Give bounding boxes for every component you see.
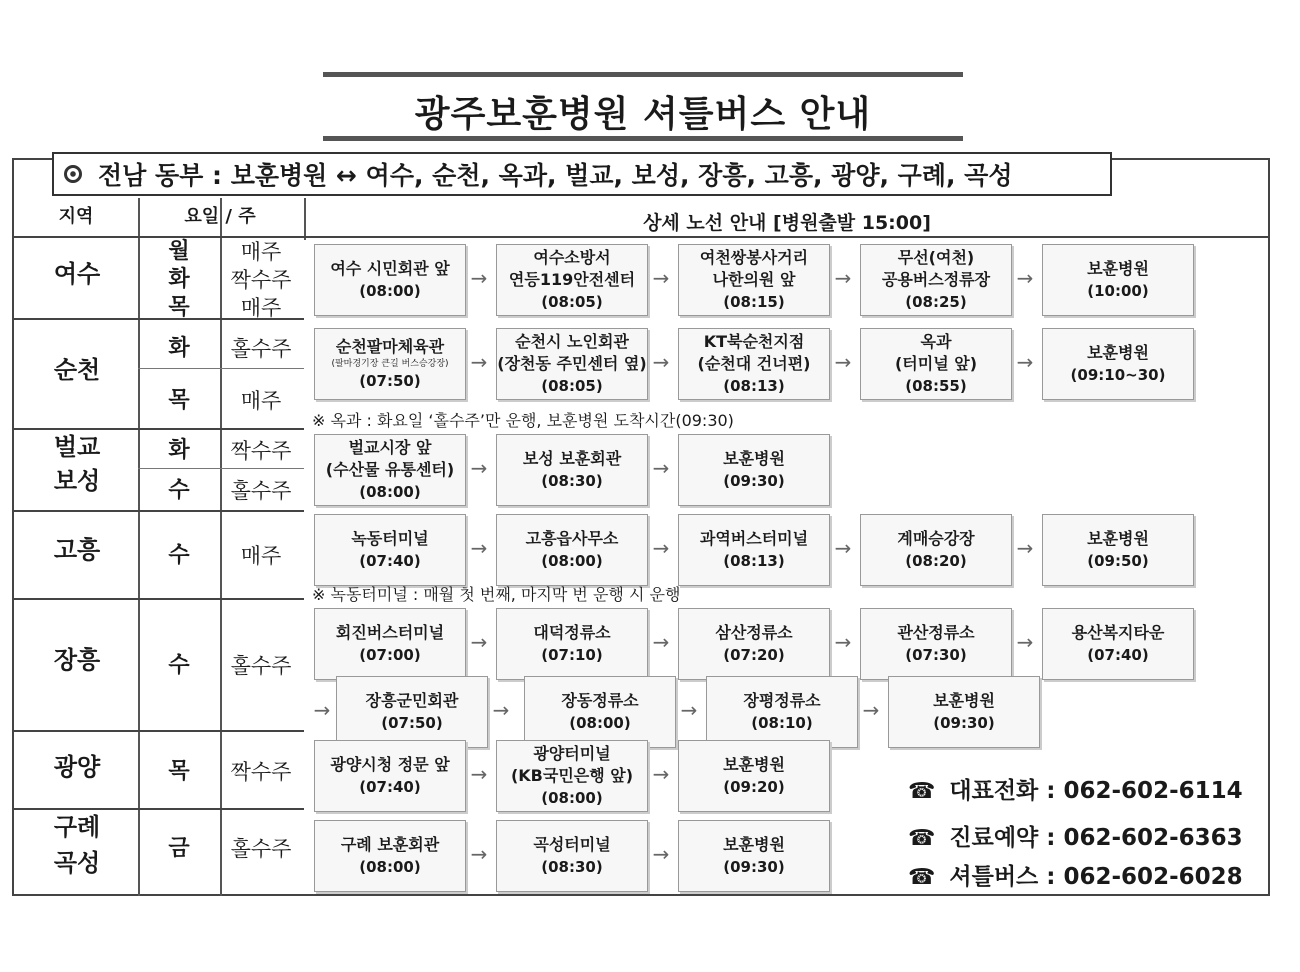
route-arrow-icon: →	[862, 698, 880, 722]
route-arrow-icon: →	[1016, 350, 1034, 374]
route-arrow-icon: →	[652, 266, 670, 290]
route-stop	[678, 740, 830, 812]
stop-name: 순천시 노인회관	[515, 332, 629, 351]
stop-time: (07:30)	[905, 646, 967, 664]
day-cell: 수	[168, 543, 190, 568]
stop-name-line2: (수산물 유통센터)	[325, 460, 455, 479]
stop-time: (08:20)	[905, 552, 967, 570]
stop-name: 고흥읍사무소	[525, 529, 619, 548]
stop-time: (07:40)	[1087, 646, 1149, 664]
row-rule	[14, 510, 304, 512]
route-arrow-icon: →	[313, 698, 331, 722]
row-rule	[14, 730, 304, 732]
route-arrow-icon: →	[652, 630, 670, 654]
stop-name: 녹동터미널	[351, 529, 429, 548]
route-stop	[678, 514, 830, 586]
region-beolgyo: 벌교	[53, 433, 101, 461]
day-cell: 화	[168, 336, 190, 361]
stop-name: 장평정류소	[743, 691, 821, 710]
stop-name: 벌교시장 앞	[348, 438, 432, 457]
stop-name-line2: (순천대 건너편)	[697, 354, 811, 373]
stop-name: 여수 시민회관 앞	[330, 259, 450, 278]
stop-time: (08:00)	[359, 483, 421, 501]
note-okgwa: ※ 옥과 : 화요일 ‘홀수주’만 운행, 보훈병원 도착시간(09:30)	[312, 411, 734, 430]
day-cell: 수	[168, 653, 190, 678]
route-arrow-icon: →	[470, 456, 488, 480]
route-stop	[678, 608, 830, 680]
stop-name: 보훈병원	[723, 755, 785, 774]
week-cell: 홀수주	[230, 654, 292, 678]
stop-name: 보훈병원	[723, 449, 785, 468]
stop-time: (08:55)	[905, 377, 967, 395]
route-arrow-icon: →	[834, 630, 852, 654]
route-arrow-icon: →	[1016, 266, 1034, 290]
header-day-week: 요일 / 주	[184, 206, 256, 227]
stop-time: (08:00)	[569, 714, 631, 732]
route-stop	[314, 820, 466, 892]
stop-name: 대덕정류소	[533, 623, 611, 642]
route-stop	[496, 608, 648, 680]
stop-time: (07:20)	[723, 646, 785, 664]
stop-name-line2: 공용버스정류장	[881, 270, 991, 289]
stop-name: 광양시청 정문 앞	[330, 755, 450, 774]
week-cell: 짝수주	[230, 268, 292, 292]
stop-name: 관산정류소	[897, 623, 975, 642]
stop-name: KT북순천지점	[703, 332, 805, 351]
header-detail: 상세 노선 안내 [병원출발 15:00]	[643, 212, 931, 234]
stop-time: (09:30)	[933, 714, 995, 732]
stop-subnote: (팔마경기장 큰길 버스승강장)	[331, 359, 449, 369]
day-cell: 월	[168, 239, 190, 264]
route-arrow-icon: →	[834, 536, 852, 560]
stop-name-line2: 연등119안전센터	[508, 270, 636, 289]
route-stop	[314, 328, 466, 400]
route-stop	[496, 434, 648, 506]
title-block	[323, 72, 963, 142]
week-cell: 매주	[240, 296, 282, 320]
stop-time: (07:00)	[359, 646, 421, 664]
stop-time: (08:13)	[723, 377, 785, 395]
title-top-rule	[323, 72, 963, 77]
stop-time: (07:40)	[359, 778, 421, 796]
contact-number: 062-602-6363	[1063, 825, 1243, 851]
stop-name: 보훈병원	[723, 835, 785, 854]
region-jangheung: 장흥	[53, 646, 101, 674]
route-stop	[860, 608, 1012, 680]
route-stop	[496, 514, 648, 586]
week-cell: 짝수주	[230, 760, 292, 784]
route-arrow-icon: →	[652, 842, 670, 866]
route-stop	[888, 676, 1040, 748]
route-arrow-icon: →	[492, 698, 510, 722]
contact-reservation: ☎ 진료예약 : 062-602-6363	[908, 825, 1243, 851]
route-stop	[314, 740, 466, 812]
route-stop	[860, 514, 1012, 586]
banner-text: 전남 동부 : 보훈병원 ↔ 여수, 순천, 옥과, 벌교, 보성, 장흥, 고흥, 광양, 구례, 곡성	[98, 161, 1013, 190]
route-stop	[706, 676, 858, 748]
stop-name: 보훈병원	[1087, 529, 1149, 548]
stop-name: 순천팔마체육관	[335, 337, 445, 356]
route-stop	[496, 328, 648, 400]
header-region: 지역	[58, 206, 94, 227]
route-banner	[52, 152, 1112, 196]
route-stop	[496, 740, 648, 812]
contact-label: 진료예약	[949, 825, 1039, 851]
route-stop	[860, 328, 1012, 400]
route-stop	[314, 244, 466, 316]
route-arrow-icon: →	[652, 456, 670, 480]
stop-name: 여수소방서	[533, 248, 611, 267]
stop-name: 구례 보훈회관	[340, 835, 440, 854]
route-arrow-icon: →	[680, 698, 698, 722]
route-arrow-icon: →	[1016, 536, 1034, 560]
stop-name-line2: (터미널 앞)	[894, 354, 978, 373]
stop-name: 계매승강장	[897, 529, 975, 548]
stop-time: (08:05)	[541, 293, 603, 311]
stop-name: 곡성터미널	[533, 835, 611, 854]
stop-time: (07:50)	[381, 714, 443, 732]
route-arrow-icon: →	[470, 842, 488, 866]
route-stop	[496, 820, 648, 892]
stop-time: (08:25)	[905, 293, 967, 311]
route-arrow-icon: →	[652, 762, 670, 786]
route-arrow-icon: →	[470, 266, 488, 290]
stop-name-line2: (KB국민은행 앞)	[510, 766, 634, 785]
contact-label: 대표전화	[949, 778, 1039, 804]
region-yeosu: 여수	[53, 260, 101, 288]
stop-time: (08:05)	[541, 377, 603, 395]
route-arrow-icon: →	[470, 630, 488, 654]
week-cell: 홀수주	[230, 479, 292, 503]
week-cell: 매주	[240, 389, 282, 413]
route-arrow-icon: →	[1016, 630, 1034, 654]
stop-name: 보훈병원	[1087, 259, 1149, 278]
stop-time: (07:50)	[359, 372, 421, 390]
route-stop	[678, 244, 830, 316]
stop-time: (07:10)	[541, 646, 603, 664]
week-cell: 매주	[240, 544, 282, 568]
contact-number: 062-602-6114	[1063, 778, 1243, 804]
stop-time: (09:50)	[1087, 552, 1149, 570]
day-cell: 금	[168, 836, 190, 861]
route-arrow-icon: →	[834, 266, 852, 290]
route-stop	[678, 820, 830, 892]
route-arrow-icon: →	[652, 536, 670, 560]
route-arrow-icon: →	[470, 350, 488, 374]
route-stop	[524, 676, 676, 748]
row-rule	[138, 468, 304, 469]
week-cell: 매주	[240, 240, 282, 264]
contact-label: 셔틀버스	[949, 864, 1039, 890]
route-arrow-icon: →	[652, 350, 670, 374]
stop-time: (09:30)	[723, 472, 785, 490]
week-cell: 짝수주	[230, 439, 292, 463]
stop-time: (09:20)	[723, 778, 785, 796]
route-arrow-icon: →	[470, 762, 488, 786]
stop-name: 옥과	[920, 332, 952, 351]
day-cell: 목	[168, 295, 190, 320]
stop-name: 여천쌍봉사거리	[699, 248, 809, 267]
day-cell: 목	[168, 388, 190, 413]
stop-name: 장흥군민회관	[365, 691, 459, 710]
stop-name: 보훈병원	[1087, 343, 1149, 362]
stop-name-line2: 나한의원 앞	[712, 270, 796, 289]
stop-time: (08:00)	[359, 858, 421, 876]
day-cell: 목	[168, 759, 190, 784]
region-suncheon: 순천	[53, 356, 101, 384]
stop-name-line2: (장천동 주민센터 옆)	[497, 354, 647, 373]
route-stop	[496, 244, 648, 316]
phone-icon: ☎	[908, 779, 936, 804]
route-stop	[314, 434, 466, 506]
stop-time: (07:40)	[359, 552, 421, 570]
stop-time: (08:30)	[541, 472, 603, 490]
contact-number: 062-602-6028	[1063, 864, 1243, 890]
region-gokseong: 곡성	[53, 849, 101, 877]
route-stop	[678, 328, 830, 400]
route-stop	[1042, 514, 1194, 586]
stop-name: 용산복지타운	[1071, 623, 1165, 642]
route-stop	[860, 244, 1012, 316]
phone-icon: ☎	[908, 865, 936, 890]
stop-name: 무선(여천)	[897, 248, 975, 267]
phone-icon: ☎	[908, 826, 936, 851]
region-gwangyang: 광양	[53, 753, 101, 781]
contact-shuttle: ☎ 셔틀버스 : 062-602-6028	[908, 864, 1243, 890]
stop-time: (08:30)	[541, 858, 603, 876]
title-bottom-rule	[323, 136, 963, 141]
stop-time: (08:13)	[723, 552, 785, 570]
stop-name: 광양터미널	[533, 744, 611, 763]
stop-time: (09:10~30)	[1070, 366, 1166, 384]
day-cell: 화	[168, 438, 190, 463]
row-rule	[138, 368, 304, 369]
region-boseong: 보성	[53, 467, 101, 495]
page-title: 광주보훈병원 셔틀버스 안내	[414, 94, 872, 135]
stop-time: (10:00)	[1087, 282, 1149, 300]
stop-time: (08:15)	[723, 293, 785, 311]
route-arrow-icon: →	[834, 350, 852, 374]
stop-name: 과역버스터미널	[699, 529, 809, 548]
route-stop	[1042, 244, 1194, 316]
note-nokdong: ※ 녹동터미널 : 매월 첫 번째, 마지막 번 운행 시 운행	[312, 585, 681, 604]
stop-time: (08:00)	[359, 282, 421, 300]
stop-time: (08:00)	[541, 552, 603, 570]
route-stop	[314, 608, 466, 680]
stop-name: 삼산정류소	[715, 623, 793, 642]
week-cell: 홀수주	[230, 837, 292, 861]
stop-name: 보성 보훈회관	[522, 449, 622, 468]
day-cell: 화	[168, 267, 190, 292]
route-stop	[1042, 608, 1194, 680]
region-gurye: 구례	[53, 813, 101, 841]
row-rule	[14, 598, 304, 600]
stop-time: (08:10)	[751, 714, 813, 732]
region-goheung: 고흥	[53, 536, 101, 564]
day-cell: 수	[168, 478, 190, 503]
stop-name: 보훈병원	[933, 691, 995, 710]
route-stop	[678, 434, 830, 506]
route-stop	[1042, 328, 1194, 400]
route-stop	[314, 514, 466, 586]
stop-name: 장동정류소	[561, 691, 639, 710]
route-stop	[336, 676, 488, 748]
stop-time: (09:30)	[723, 858, 785, 876]
stop-name: 회진버스터미널	[335, 623, 445, 642]
stop-time: (08:00)	[541, 789, 603, 807]
bullet-icon	[64, 165, 82, 183]
route-arrow-icon: →	[470, 536, 488, 560]
contact-main: ☎ 대표전화 : 062-602-6114	[908, 778, 1243, 804]
week-cell: 홀수주	[230, 337, 292, 361]
